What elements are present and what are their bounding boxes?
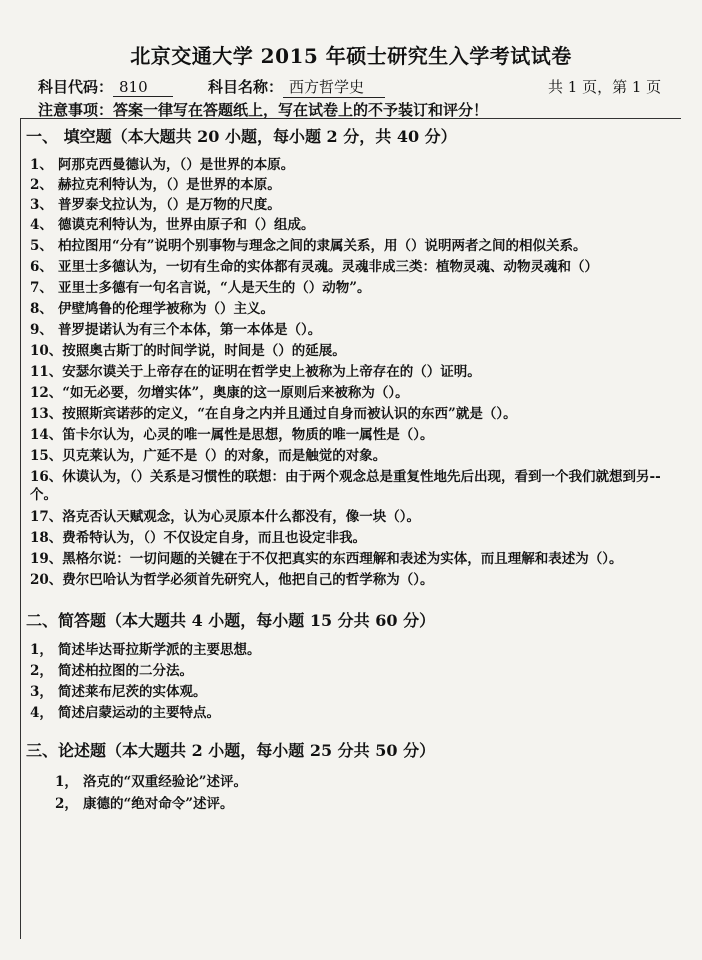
fill-question: 7、 亚里士多德有一句名言说，“人是天生的（）动物”。 (30, 280, 371, 296)
fill-question: 6、 亚里士多德认为，一切有生命的实体都有灵魂。灵魂非成三类：植物灵魂、动物灵魂和（） (30, 259, 598, 275)
section2-heading: 二、简答题（本大题共 4 小题，每小题 15 分共 60 分） (26, 611, 436, 630)
fill-question: 9、 普罗提诺认为有三个本体，第一本体是（）。 (30, 322, 322, 338)
fill-question: 8、 伊壁鸠鲁的伦理学被称为（）主义。 (30, 301, 274, 317)
fill-question: 14、笛卡尔认为，心灵的唯一属性是思想，物质的唯一属性是（）。 (30, 427, 434, 443)
exam-notice: 注意事项：答案一律写在答题纸上，写在试卷上的不予装订和评分！ (38, 101, 489, 119)
subject-name-value: 西方哲学史 (283, 76, 385, 98)
short-question: 3， 简述莱布尼茨的实体观。 (30, 684, 207, 700)
fill-question: 3、 普罗泰戈拉认为，（）是万物的尺度。 (30, 197, 281, 213)
fill-question: 16、休谟认为，（）关系是习惯性的联想：由于两个观念总是重复性地先后出现，看到一个我们就想到另--个。 (30, 469, 661, 503)
fill-question: 11、安瑟尔谟关于上帝存在的证明在哲学史上被称为上帝存在的（）证明。 (30, 364, 481, 380)
fill-question: 5、 柏拉图用“分有”说明个别事物与理念之间的隶属关系，用（）说明两者之间的相似关系。 (30, 238, 587, 254)
fill-question: 10、按照奥古斯丁的时间学说，时间是（）的延展。 (30, 343, 346, 359)
short-question: 1， 简述毕达哥拉斯学派的主要思想。 (30, 642, 261, 658)
subject-code (38, 76, 173, 97)
section3-heading: 三、论述题（本大题共 2 小题，每小题 25 分共 50 分） (26, 741, 436, 760)
short-question: 2， 简述柏拉图的二分法。 (30, 663, 193, 679)
fill-question: 12、“如无必要，勿增实体”，奥康的这一原则后来被称为（）。 (30, 385, 409, 401)
subject-code-label: 科目代码： (38, 78, 114, 96)
fill-question: 4、 德谟克利特认为，世界由原子和（）组成。 (30, 217, 315, 233)
fill-question: 19、黑格尔说：一切问题的关键在于不仅把真实的东西理解和表述为实体，而且理解和表述为（）。 (30, 551, 623, 567)
fill-question: 13、按照斯宾诺莎的定义，“在自身之内并且通过自身而被认识的东西”就是（）。 (30, 406, 517, 422)
fill-question: 2、 赫拉克利特认为，（）是世界的本原。 (30, 177, 281, 193)
subject-name-label: 科目名称： (208, 78, 284, 96)
exam-title: 北京交通大学 2015 年硕士研究生入学考试试卷 (130, 44, 572, 68)
subject-code-value: 810 (113, 78, 173, 97)
essay-question: 2， 康德的“绝对命令”述评。 (55, 796, 234, 812)
subject-name (208, 76, 385, 98)
fill-question: 17、洛克否认天赋观念，认为心灵原本什么都没有，像一块（）。 (30, 509, 421, 525)
essay-question: 1， 洛克的“双重经验论”述评。 (55, 774, 248, 790)
fill-question: 1、 阿那克西曼德认为，（）是世界的本原。 (30, 157, 295, 173)
short-question: 4， 简述启蒙运动的主要特点。 (30, 705, 220, 721)
section1-heading: 一、 填空题（本大题共 20 小题，每小题 2 分，共 40 分） (26, 127, 457, 146)
fill-question: 18、费希特认为，（）不仅设定自身，而且也设定非我。 (30, 530, 367, 546)
fill-question: 20、费尔巴哈认为哲学必须首先研究人，他把自己的哲学称为（）。 (30, 572, 434, 588)
fill-question: 15、贝克莱认为，广延不是（）的对象，而是触觉的对象。 (30, 448, 387, 464)
page-info: 共 1 页，第 1 页 (548, 78, 662, 96)
